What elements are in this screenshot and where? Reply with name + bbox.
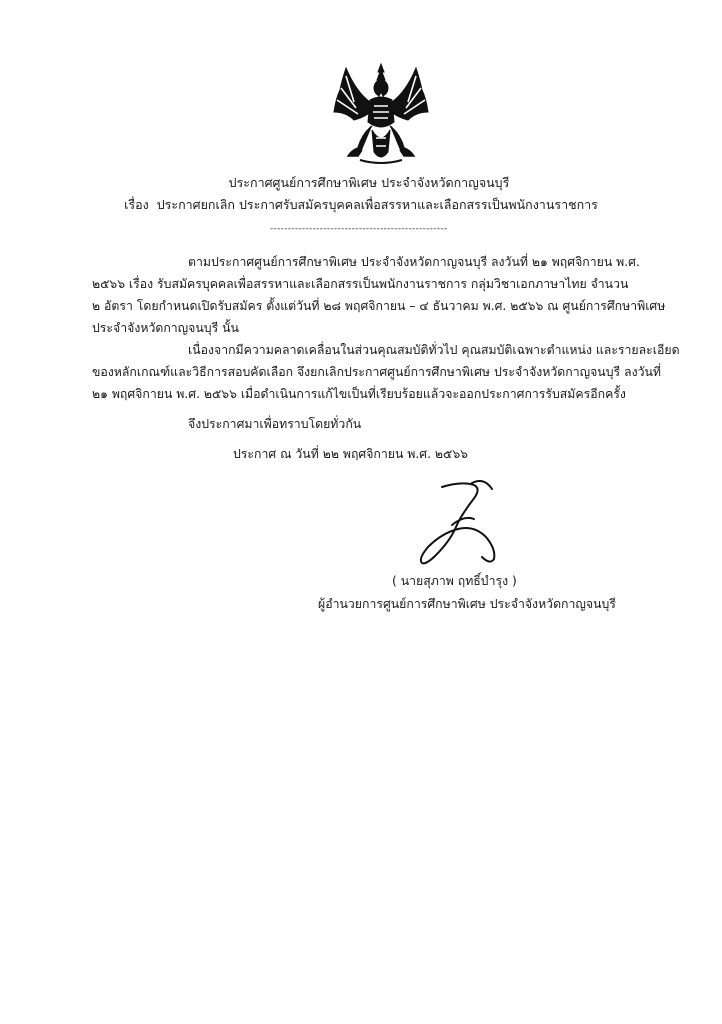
paragraph1-line4: ประจำจังหวัดกาญจนบุรี นั้น bbox=[92, 321, 239, 335]
announcement-subject bbox=[0, 196, 722, 214]
handwritten-signature bbox=[412, 475, 502, 571]
paragraph2-line1: เนื่องจากมีความคลาดเคลื่อนในส่วนคุณสมบัติทั่วไป คุณสมบัติเฉพาะตำแหน่ง และรายละเอียด bbox=[188, 343, 680, 357]
paragraph1-line2: ๒๕๖๖ เรื่อง รับสมัครบุคคลเพื่อสรรหาและเลือกสรรเป็นพนักงานราชการ กลุ่มวิชาเอกภาษาไทย จำนวน bbox=[92, 277, 629, 291]
paragraph1-line1: ตามประกาศศูนย์การศึกษาพิเศษ ประจำจังหวัดกาญจนบุรี ลงวันที่ ๒๑ พฤศจิกายน พ.ศ. bbox=[188, 255, 640, 269]
paragraph2-line2: ของหลักเกณฑ์และวิธีการสอบคัดเลือก จึงยกเลิกประกาศศูนย์การศึกษาพิเศษ ประจำจังหวัดกาญจนบุรี ลงวันที่ bbox=[92, 365, 661, 379]
paragraph1-line3: ๒ อัตรา โดยกำหนดเปิดรับสมัคร ตั้งแต่วันที่ ๒๘ พฤศจิกายน – ๔ ธันวาคม พ.ศ. ๒๕๖๖ ณ ศูนย์การศึกษาพิเศษ bbox=[92, 299, 666, 313]
subject-text: ประกาศยกเลิก ประกาศรับสมัครบุคคลเพื่อสรรหาและเลือกสรรเป็นพนักงานราชการ bbox=[156, 197, 598, 212]
garuda-emblem-icon bbox=[332, 62, 430, 166]
announcement-title: ประกาศศูนย์การศึกษาพิเศษ ประจำจังหวัดกาญจนบุรี bbox=[228, 175, 510, 190]
closing-line: จึงประกาศมาเพื่อทราบโดยทั่วกัน bbox=[188, 417, 362, 431]
signatory-position: ผู้อำนวยการศูนย์การศึกษาพิเศษ ประจำจังหวัดกาญจนบุรี bbox=[318, 597, 616, 611]
signatory-name: ( นายสุภาพ ฤทธิ์บำรุง ) bbox=[392, 574, 517, 588]
date-line: ประกาศ ณ วันที่ ๒๒ พฤศจิกายน พ.ศ. ๒๕๖๖ bbox=[233, 447, 468, 461]
paragraph2-line3: ๒๑ พฤศจิกายน พ.ศ. ๒๕๖๖ เมื่อดำเนินการแก้ไขเป็นที่เรียบร้อยแล้วจะออกประกาศการรับสมัครอีกครั้ง bbox=[92, 387, 626, 401]
subject-label: เรื่อง bbox=[124, 197, 149, 212]
divider: -------------------------------------------------- bbox=[270, 224, 448, 234]
